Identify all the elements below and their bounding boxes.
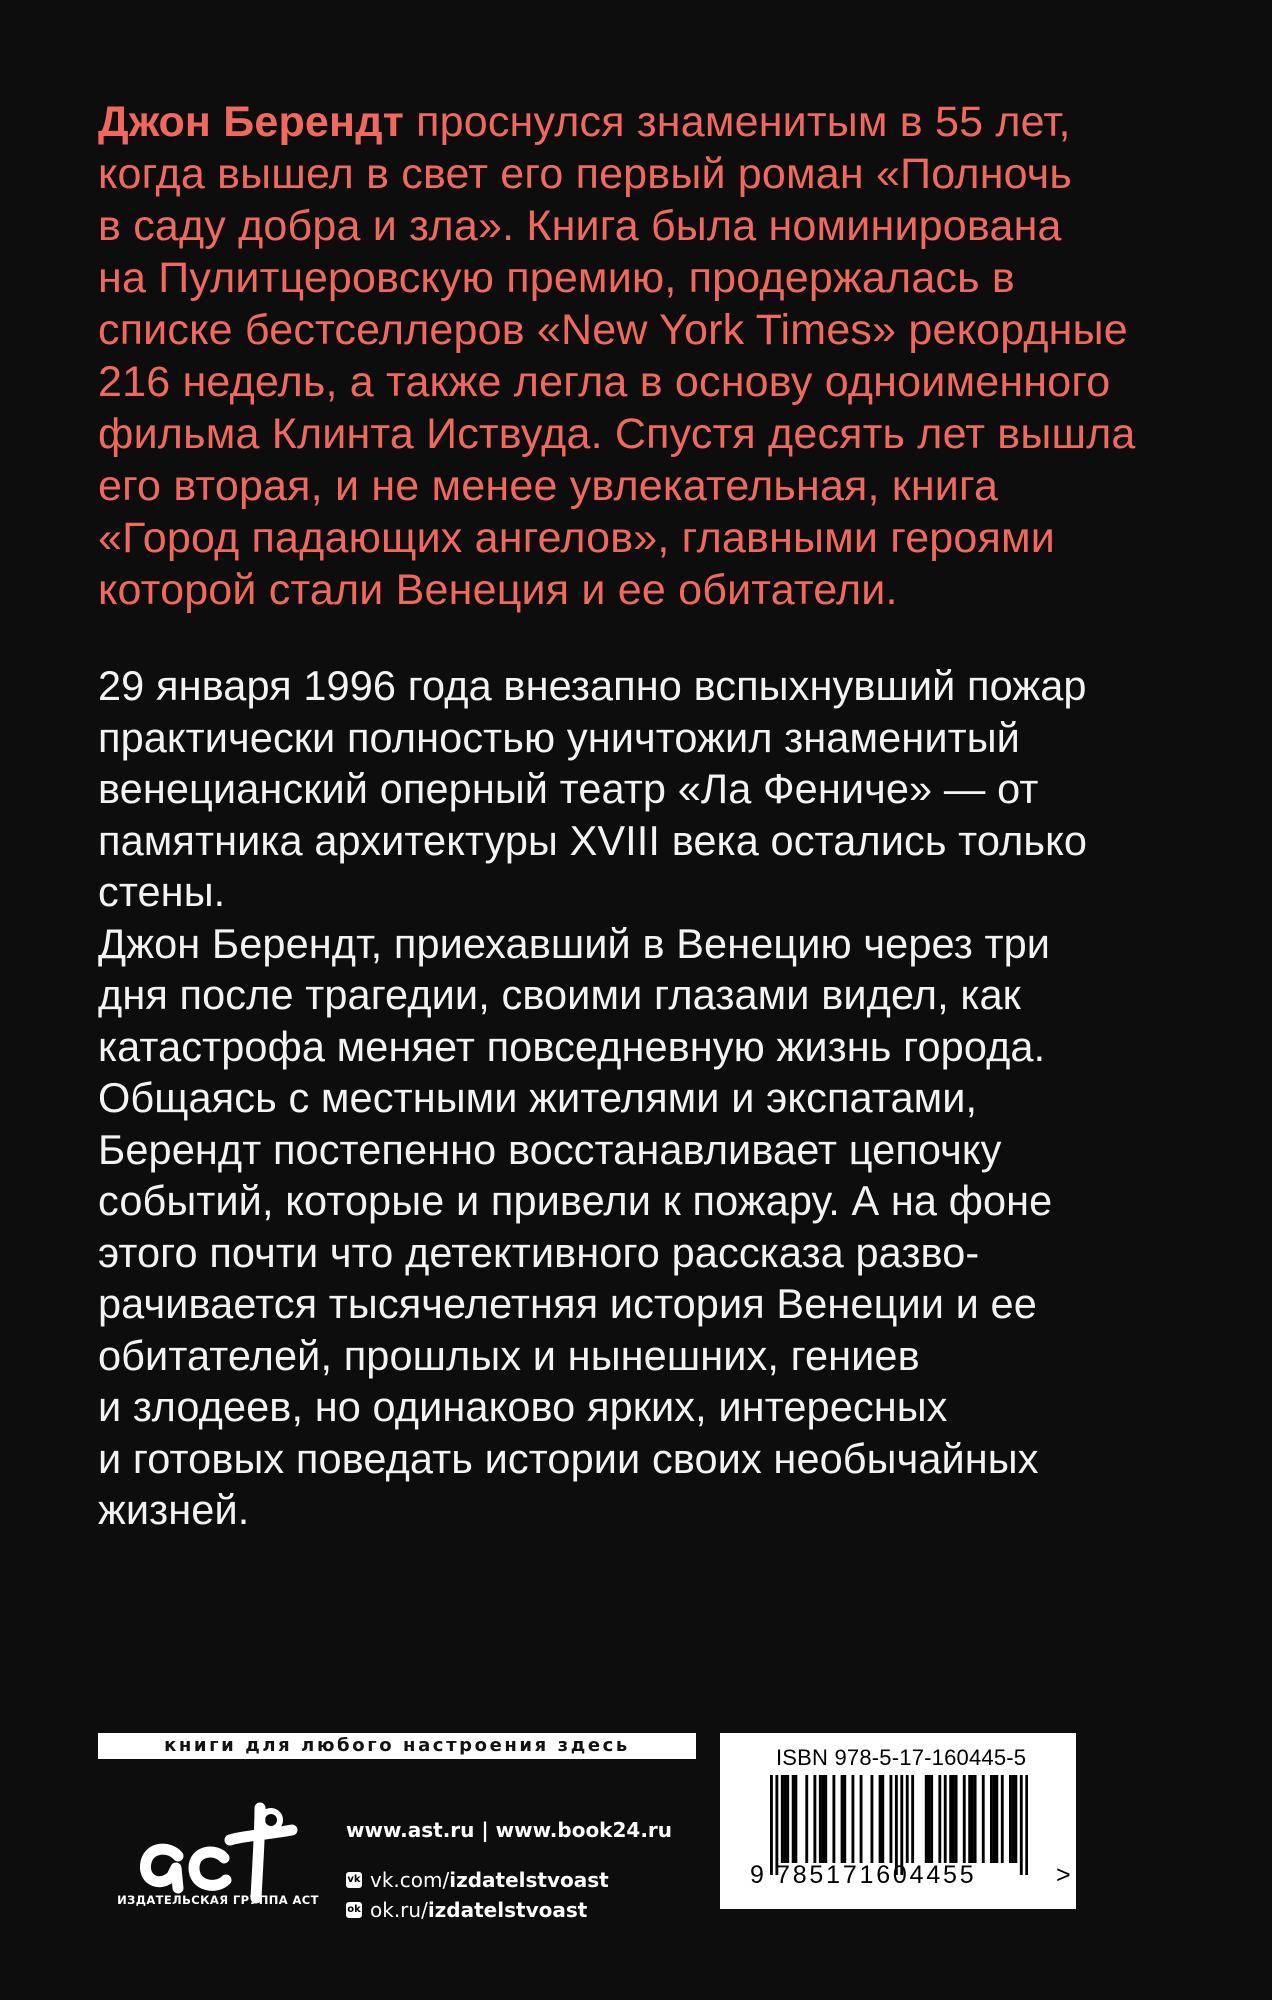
barcode-bar	[805, 1775, 808, 1863]
barcode-bar	[819, 1775, 822, 1863]
barcode-bar	[925, 1775, 928, 1863]
barcode-number: 785171604455	[776, 1861, 977, 1889]
description-line: обитателей, прошлых и нынешних, гениев	[98, 1331, 920, 1379]
vk-handle: izdatelstvoast	[449, 1868, 609, 1892]
ok-handle: izdatelstvoast	[427, 1898, 588, 1922]
blurb-line: в саду добра и зла». Книга была номинирована	[98, 202, 1062, 250]
barcode-first-digit: 9	[750, 1861, 764, 1889]
vk-prefix: vk.com/	[370, 1868, 450, 1892]
odnoklassniki-icon: ok	[346, 1902, 362, 1918]
description-line: катастрофа меняет повседневную жизнь города.	[98, 1022, 1046, 1070]
blurb-line: списке бестселлеров «New York Times» рекордные	[98, 306, 1128, 354]
barcode-bar	[971, 1775, 974, 1863]
barcode-bar	[889, 1775, 892, 1863]
website-links[interactable]: www.ast.ru | www.book24.ru	[346, 1818, 673, 1842]
publisher-tagline: книги для любого настроения здесь	[98, 1733, 696, 1759]
blurb-line: «Город падающих ангелов», главными героями	[98, 514, 1056, 562]
blurb-line: на Пулитцеровскую премию, продержалась в	[98, 254, 1015, 302]
barcode-bar	[843, 1775, 846, 1863]
barcode-bar	[900, 1775, 903, 1875]
barcode-bar	[995, 1775, 998, 1863]
barcode-bar	[928, 1775, 931, 1863]
barcode-bar	[824, 1775, 827, 1863]
book-description	[98, 660, 1218, 1536]
barcode-bar	[851, 1775, 854, 1863]
barcode-bar	[1014, 1775, 1017, 1863]
barcode-bar	[911, 1775, 914, 1863]
barcode-arrow: >	[1056, 1861, 1071, 1889]
blurb-line: его вторая, и не менее увлекательная, книга	[98, 462, 999, 510]
barcode-bar	[955, 1775, 958, 1863]
barcode-bar	[1020, 1775, 1023, 1875]
barcode-bar	[879, 1775, 882, 1863]
blurb-line-1-rest: проснулся знаменитым в 55 лет,	[403, 98, 1071, 146]
barcode-bar	[786, 1775, 789, 1863]
barcode-bar	[770, 1775, 773, 1875]
barcode	[770, 1775, 1028, 1875]
description-line: событий, которые и привели к пожару. А на фоне	[98, 1177, 1053, 1224]
author-name: Джон Берендт	[98, 98, 404, 146]
description-line: жизней.	[98, 1486, 250, 1533]
barcode-bar	[944, 1775, 947, 1863]
barcode-bar	[870, 1775, 873, 1863]
barcode-bar	[982, 1775, 985, 1863]
vk-link[interactable]	[346, 1866, 672, 1894]
description-line: дня после трагедии, своими глазами видел, как	[98, 971, 1021, 1018]
barcode-bar	[993, 1775, 996, 1863]
description-line: этого почти что детективного рассказа разво-	[98, 1228, 980, 1276]
publisher-links	[346, 1816, 672, 1926]
ok-prefix: ok.ru/	[370, 1898, 428, 1922]
description-line: стены.	[98, 868, 226, 915]
barcode-bar	[952, 1775, 955, 1863]
barcode-bar	[841, 1775, 844, 1863]
blurb-line: фильма Клинта Иствуда. Спустя десять лет вышла	[98, 410, 1136, 458]
vk-icon: vk	[346, 1872, 362, 1888]
barcode-bar	[832, 1775, 835, 1863]
description-line: Общаясь с местными жителями и экспатами,	[98, 1074, 978, 1121]
blurb-line-1	[98, 96, 1208, 148]
barcode-bar	[1025, 1775, 1028, 1875]
description-line: венецианский оперный театр «Ла Фениче» — от	[98, 765, 1039, 812]
description-line: практически полностью уничтожил знаменитый	[98, 713, 1020, 761]
barcode-bar	[775, 1775, 778, 1875]
barcode-bar	[860, 1775, 863, 1863]
barcode-bar	[781, 1775, 784, 1863]
ok-link[interactable]	[346, 1896, 672, 1924]
barcode-bar	[906, 1775, 909, 1863]
barcode-bar	[1012, 1775, 1015, 1863]
barcode-bar	[1009, 1775, 1012, 1863]
description-line: Джон Берендт, приехавший в Венецию через три	[98, 919, 1051, 967]
description-line: 29 января 1996 года внезапно вспыхнувший пожар	[98, 662, 1087, 709]
description-line: памятника архитектуры XVIII века остались только	[98, 816, 1088, 864]
blurb-line: когда вышел в свет его первый роман «Полночь	[98, 150, 1073, 198]
description-line: и злодеев, но одинаково ярких, интересных	[98, 1383, 948, 1430]
barcode-bar	[792, 1775, 795, 1863]
description-line: рачивается тысячелетняя история Венеции и ее	[98, 1280, 1037, 1327]
isbn-label: ISBN 978-5-17-160445-5	[776, 1745, 1027, 1770]
barcode-bar	[968, 1775, 971, 1863]
barcode-bar	[974, 1775, 977, 1863]
barcode-bar	[813, 1775, 816, 1863]
barcode-bar	[938, 1775, 941, 1863]
barcode-bar	[1001, 1775, 1004, 1863]
blurb-line: 216 недель, а также легла в основу одноименного	[98, 358, 1111, 406]
barcode-bar	[881, 1775, 884, 1863]
barcode-bar	[930, 1775, 933, 1863]
isbn-barcode-box	[720, 1733, 1076, 1909]
barcode-bar	[949, 1775, 952, 1863]
barcode-bar	[963, 1775, 966, 1863]
barcode-bar	[794, 1775, 797, 1863]
blurb-line: которой стали Венеция и ее обитатели.	[98, 566, 898, 614]
barcode-bar	[990, 1775, 993, 1863]
barcode-bar	[822, 1775, 825, 1863]
logo-caption: ИЗДАТЕЛЬСКАЯ ГРУППА АСТ	[117, 1893, 319, 1907]
description-line: Берендт постепенно восстанавливает цепочку	[98, 1125, 1002, 1173]
barcode-bar	[784, 1775, 787, 1863]
barcode-bar	[895, 1775, 898, 1875]
description-line: и готовых поведать истории своих необычайных	[98, 1434, 1039, 1482]
author-blurb	[98, 96, 1208, 616]
